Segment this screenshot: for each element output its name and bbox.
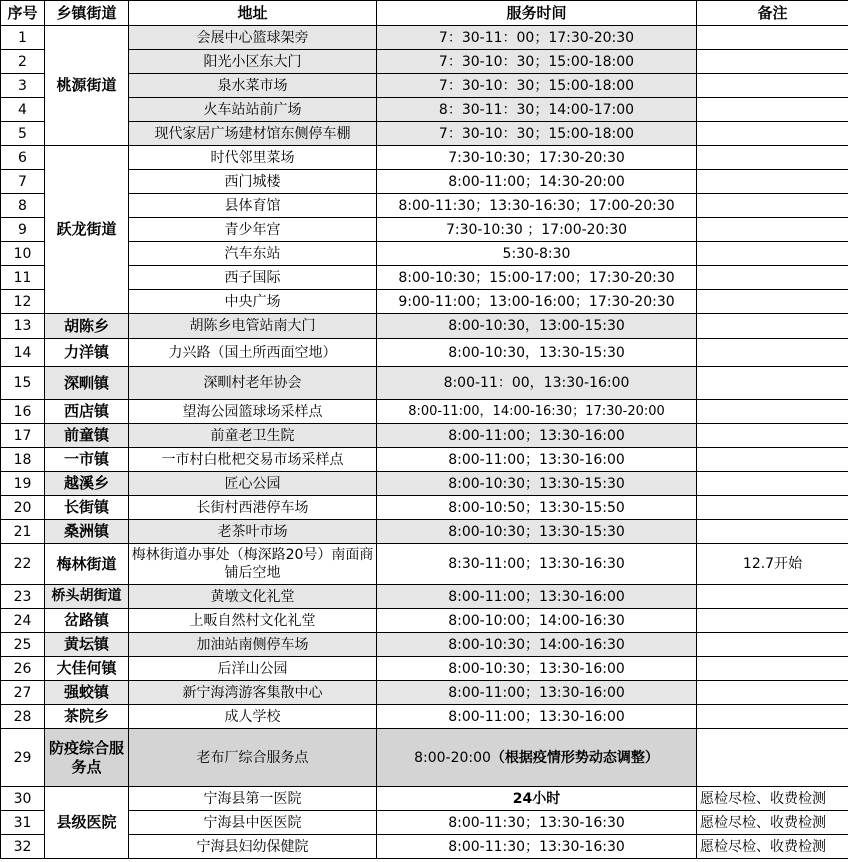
hours-cell: 9:00-11:00；13:00-16:00；17:30-20:30 (377, 290, 697, 314)
remark-cell: 愿检尽检、收费检测 (697, 811, 848, 835)
remark-cell (697, 74, 848, 98)
table-row (1, 705, 848, 729)
address-cell: 新宁海湾游客集散中心 (129, 681, 377, 705)
hours-cell: 8:00-10:50；13:30-15:50 (377, 496, 697, 520)
address-cell: 前童老卫生院 (129, 424, 377, 448)
remark-cell (697, 170, 848, 194)
table-row (1, 290, 848, 314)
remark-cell (697, 98, 848, 122)
hours-cell: 5:30-8:30 (377, 242, 697, 266)
header-address: 地址 (129, 1, 377, 26)
seq-cell: 22 (1, 544, 45, 585)
header-town: 乡镇街道 (45, 1, 129, 26)
seq-cell: 5 (1, 122, 45, 146)
remark-cell (697, 705, 848, 729)
seq-cell: 23 (1, 585, 45, 609)
remark-cell (697, 218, 848, 242)
seq-cell: 28 (1, 705, 45, 729)
seq-cell: 15 (1, 367, 45, 400)
hours-cell (377, 729, 697, 787)
address-cell: 现代家居广场建材馆东侧停车棚 (129, 122, 377, 146)
address-cell: 青少年宫 (129, 218, 377, 242)
hours-cell: 8:00-11:00；14:30-20:00 (377, 170, 697, 194)
address-cell: 上畈自然村文化礼堂 (129, 609, 377, 633)
table-row (1, 170, 848, 194)
table-row (1, 26, 848, 50)
address-cell: 成人学校 (129, 705, 377, 729)
table-row (1, 835, 848, 859)
hours-adjust-note: （根据疫情形势动态调整） (490, 749, 659, 766)
seq-cell: 18 (1, 448, 45, 472)
seq-cell: 3 (1, 74, 45, 98)
remark-cell: 12.7开始 (697, 544, 848, 585)
address-cell: 后洋山公园 (129, 657, 377, 681)
hours-cell: 8:00-11:00，14:00-16:30；17:30-20:00 (377, 400, 697, 424)
town-cell: 梅林街道 (45, 544, 129, 585)
table-row (1, 50, 848, 74)
seq-cell: 12 (1, 290, 45, 314)
remark-cell: 愿检尽检、收费检测 (697, 835, 848, 859)
seq-cell: 32 (1, 835, 45, 859)
remark-cell (697, 496, 848, 520)
town-cell: 茶院乡 (45, 705, 129, 729)
seq-cell: 30 (1, 787, 45, 811)
table-row (1, 242, 848, 266)
address-cell: 深甽村老年协会 (129, 367, 377, 400)
table-row (1, 787, 848, 811)
address-cell: 西子国际 (129, 266, 377, 290)
address-cell: 力兴路（国土所西面空地） (129, 339, 377, 367)
town-cell: 防疫综合服务点 (45, 729, 129, 787)
town-cell: 县级医院 (45, 787, 129, 859)
town-cell: 深甽镇 (45, 367, 129, 400)
address-cell: 宁海县第一医院 (129, 787, 377, 811)
header-remark: 备注 (697, 1, 848, 26)
remark-cell (697, 26, 848, 50)
remark-cell (697, 367, 848, 400)
hours-cell: 8:00-10:00；14:00-16:30 (377, 609, 697, 633)
hours-cell: 8:00-11:30；13:30-16:30 (377, 835, 697, 859)
table-row (1, 585, 848, 609)
remark-cell (697, 472, 848, 496)
seq-cell: 19 (1, 472, 45, 496)
seq-cell: 1 (1, 26, 45, 50)
seq-cell: 10 (1, 242, 45, 266)
table-row (1, 811, 848, 835)
hours-cell: 8:00-11:00；13:30-16:00 (377, 424, 697, 448)
seq-cell: 20 (1, 496, 45, 520)
town-cell: 桥头胡街道 (45, 585, 129, 609)
hours-cell: 8:00-11:00；13:30-16:00 (377, 681, 697, 705)
table-row (1, 633, 848, 657)
address-cell: 宁海县妇幼保健院 (129, 835, 377, 859)
hours-cell: 8:00-10:30，13:00-15:30 (377, 314, 697, 339)
town-cell: 长街镇 (45, 496, 129, 520)
address-cell: 县体育馆 (129, 194, 377, 218)
town-cell: 大佳何镇 (45, 657, 129, 681)
seq-cell: 31 (1, 811, 45, 835)
table-row (1, 448, 848, 472)
hours-cell: 8:00-11:30；13:30-16:30 (377, 811, 697, 835)
town-cell: 强蛟镇 (45, 681, 129, 705)
hours-cell: 8:00-11:00；13:30-16:00 (377, 585, 697, 609)
remark-cell (697, 424, 848, 448)
town-cell: 一市镇 (45, 448, 129, 472)
hours-cell: 7：30-10：30；15:00-18:00 (377, 122, 697, 146)
town-cell: 跃龙街道 (45, 146, 129, 314)
town-cell: 越溪乡 (45, 472, 129, 496)
address-cell: 望海公园篮球场采样点 (129, 400, 377, 424)
table-row (1, 146, 848, 170)
address-cell: 中央广场 (129, 290, 377, 314)
table-row (1, 74, 848, 98)
remark-cell (697, 122, 848, 146)
table-row (1, 339, 848, 367)
address-cell: 一市村白枇杷交易市场采样点 (129, 448, 377, 472)
address-cell: 老布厂综合服务点 (129, 729, 377, 787)
table-row (1, 544, 848, 585)
hours-cell: 8:00-10:30；13:30-16:00 (377, 657, 697, 681)
remark-cell (697, 314, 848, 339)
seq-cell: 29 (1, 729, 45, 787)
address-cell: 黄墩文化礼堂 (129, 585, 377, 609)
remark-cell (697, 633, 848, 657)
hours-cell: 8:00-10:30；13:30-15:30 (377, 472, 697, 496)
town-cell: 胡陈乡 (45, 314, 129, 339)
table-row (1, 194, 848, 218)
address-cell: 会展中心篮球架旁 (129, 26, 377, 50)
remark-cell (697, 194, 848, 218)
seq-cell: 11 (1, 266, 45, 290)
remark-cell (697, 400, 848, 424)
header-row (1, 1, 848, 26)
hours-cell: 8:00-11:00；13:30-16:00 (377, 448, 697, 472)
hours-cell: 24小时 (377, 787, 697, 811)
address-cell: 泉水菜市场 (129, 74, 377, 98)
hours-text: 8:00-20:00 (414, 749, 491, 766)
remark-cell (697, 681, 848, 705)
hours-cell: 8:00-10:30；14:00-16:30 (377, 633, 697, 657)
seq-cell: 7 (1, 170, 45, 194)
table-row (1, 520, 848, 544)
remark-cell (697, 609, 848, 633)
seq-cell: 24 (1, 609, 45, 633)
address-cell: 汽车东站 (129, 242, 377, 266)
remark-cell (697, 146, 848, 170)
seq-cell: 8 (1, 194, 45, 218)
address-cell: 阳光小区东大门 (129, 50, 377, 74)
address-cell: 胡陈乡电管站南大门 (129, 314, 377, 339)
seq-cell: 13 (1, 314, 45, 339)
remark-cell (697, 657, 848, 681)
address-cell: 时代邻里菜场 (129, 146, 377, 170)
seq-cell: 4 (1, 98, 45, 122)
hours-cell: 7:30-10:30；17:30-20:30 (377, 146, 697, 170)
remark-cell (697, 520, 848, 544)
table-row (1, 472, 848, 496)
seq-cell: 25 (1, 633, 45, 657)
remark-cell (697, 290, 848, 314)
seq-cell: 17 (1, 424, 45, 448)
address-cell: 老茶叶市场 (129, 520, 377, 544)
header-seq: 序号 (1, 1, 45, 26)
table-row (1, 609, 848, 633)
header-hours: 服务时间 (377, 1, 697, 26)
seq-cell: 2 (1, 50, 45, 74)
hours-cell: 7：30-10：30；15:00-18:00 (377, 74, 697, 98)
table-row (1, 367, 848, 400)
hours-cell: 8:00-10:30，13:30-15:30 (377, 339, 697, 367)
seq-cell: 6 (1, 146, 45, 170)
town-cell: 桑洲镇 (45, 520, 129, 544)
hours-cell: 8:00-11:30；13:30-16:30；17:00-20:30 (377, 194, 697, 218)
address-cell: 梅林街道办事处（梅深路20号）南面商铺后空地 (129, 544, 377, 585)
table-row (1, 98, 848, 122)
hours-cell: 8:00-11:00；13:30-16:00 (377, 705, 697, 729)
table-row (1, 657, 848, 681)
address-cell: 火车站站前广场 (129, 98, 377, 122)
seq-cell: 16 (1, 400, 45, 424)
seq-cell: 27 (1, 681, 45, 705)
town-cell: 力洋镇 (45, 339, 129, 367)
remark-cell (697, 729, 848, 787)
remark-cell (697, 339, 848, 367)
table-row (1, 496, 848, 520)
remark-cell (697, 266, 848, 290)
hours-cell: 8:00-11：00，13:30-16:00 (377, 367, 697, 400)
table-row (1, 424, 848, 448)
address-cell: 匠心公园 (129, 472, 377, 496)
remark-cell (697, 242, 848, 266)
town-cell: 黄坛镇 (45, 633, 129, 657)
town-cell: 西店镇 (45, 400, 129, 424)
seq-cell: 26 (1, 657, 45, 681)
hours-cell: 8:30-11:00；13:30-16:30 (377, 544, 697, 585)
table-row (1, 266, 848, 290)
table-row (1, 122, 848, 146)
town-cell: 桃源街道 (45, 26, 129, 146)
address-cell: 长街村西港停车场 (129, 496, 377, 520)
seq-cell: 14 (1, 339, 45, 367)
hours-cell: 8：30-11：30；14:00-17:00 (377, 98, 697, 122)
hours-cell: 8:00-10:30；15:00-17:00；17:30-20:30 (377, 266, 697, 290)
town-cell: 前童镇 (45, 424, 129, 448)
table-row (1, 729, 848, 787)
table-row (1, 681, 848, 705)
seq-cell: 9 (1, 218, 45, 242)
hours-cell: 7：30-10：30；15:00-18:00 (377, 50, 697, 74)
remark-cell: 愿检尽检、收费检测 (697, 787, 848, 811)
address-cell: 西门城楼 (129, 170, 377, 194)
table-row (1, 218, 848, 242)
remark-cell (697, 585, 848, 609)
remark-cell (697, 448, 848, 472)
seq-cell: 21 (1, 520, 45, 544)
remark-cell (697, 50, 848, 74)
address-cell: 加油站南侧停车场 (129, 633, 377, 657)
hours-cell: 8:00-10:30；13:30-15:30 (377, 520, 697, 544)
table-row (1, 314, 848, 339)
town-cell: 岔路镇 (45, 609, 129, 633)
address-cell: 宁海县中医医院 (129, 811, 377, 835)
hours-cell: 7:30-10:30 ；17:00-20:30 (377, 218, 697, 242)
hours-cell: 7：30-11：00；17:30-20:30 (377, 26, 697, 50)
table-row (1, 400, 848, 424)
